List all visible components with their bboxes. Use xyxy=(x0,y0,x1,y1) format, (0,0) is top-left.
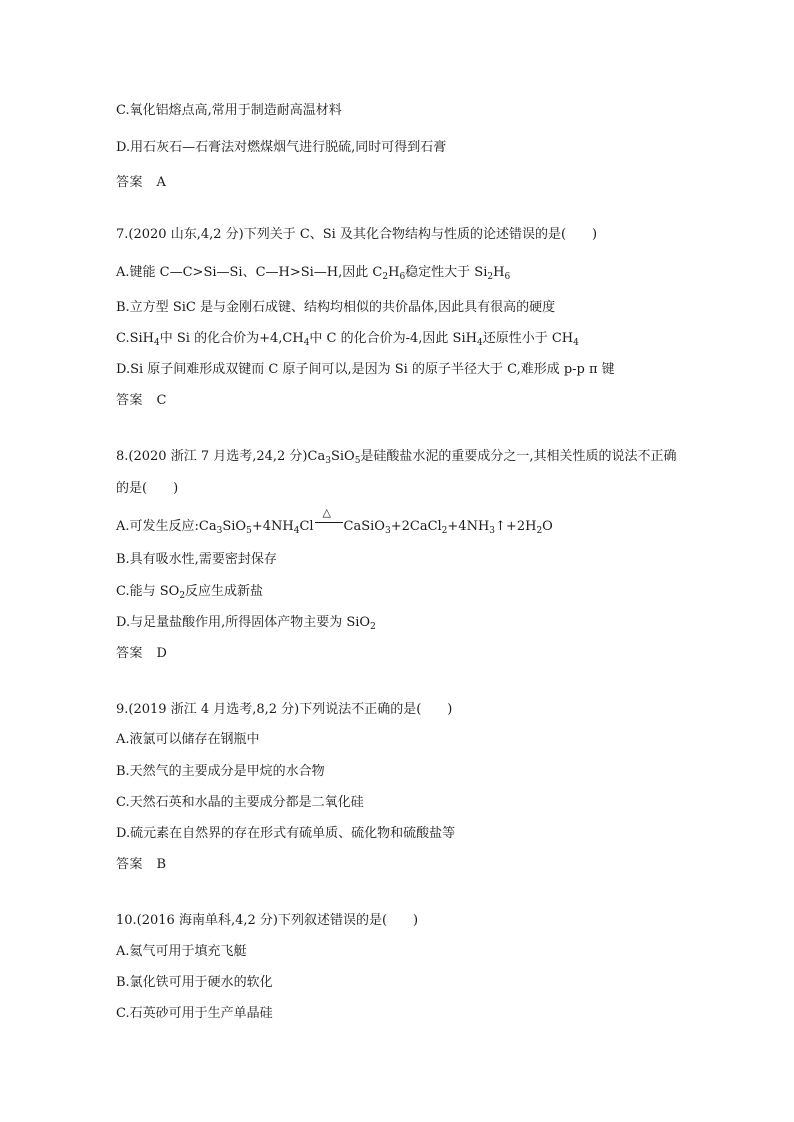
q10-option-c: C.石英砂可用于生产单晶硅 xyxy=(116,1006,273,1021)
q9-option-d: D.硫元素在自然界的存在形式有硫单质、硫化物和硫酸盐等 xyxy=(116,826,456,841)
q8-answer: 答案 D xyxy=(116,646,168,661)
q6-option-c: C.氧化铝熔点高,常用于制造耐高温材料 xyxy=(116,103,342,118)
q8-option-b: B.具有吸水性,需要密封保存 xyxy=(116,552,277,567)
q10-option-a: A.氦气可用于填充飞艇 xyxy=(116,944,247,959)
q7-option-c: C.SiH$_4$中 Si 的化合价为$+4,CH_4$中 C 的化合价为-4,因此 SiH$_4$还原性小于 $CH_4$ xyxy=(116,331,579,348)
q7-stem: 7.(2020 山东,4,2 分)下列关于 C、Si 及其化合物结构与性质的论述错误的是( ) xyxy=(116,227,598,242)
heat-symbol: △ xyxy=(322,506,332,519)
q8-stem-line2: 的是( ) xyxy=(116,481,179,496)
q9-stem: 9.(2019 浙江 4 月选考,8,2 分)下列说法不正确的是( ) xyxy=(116,702,453,717)
q7-answer: 答案 C xyxy=(116,393,167,408)
q9-option-c: C.天然石英和水晶的主要成分都是二氧化硅 xyxy=(116,795,364,810)
q7-option-a: A.键能 C—C>Si—Si、C—H>Si—H,因此 $C_2H_6$稳定性大于 $Si_2H_6$ xyxy=(116,265,511,282)
q6-option-d: D.用石灰石—石膏法对燃煤烟气进行脱硫,同时可得到石膏 xyxy=(116,140,447,155)
q10-option-b: B.氯化铁可用于硬水的软化 xyxy=(116,975,273,990)
q7-option-d: D.Si 原子间难形成双键而 C 原子间可以,是因为 Si 的原子半径大于 C,难形成 p-p π 键 xyxy=(116,362,615,377)
q10-stem: 10.(2016 海南单科,4,2 分)下列叙述错误的是( ) xyxy=(116,913,419,928)
q8-option-c: C.能与 $SO_2$反应生成新盐 xyxy=(116,584,264,601)
q9-option-b: B.天然气的主要成分是甲烷的水合物 xyxy=(116,764,325,779)
q8-option-d: D.与足量盐酸作用,所得固体产物主要为 SiO$_2$ xyxy=(116,615,376,632)
q8-stem: 8.(2020 浙江 7 月选考,24,2 分)$Ca_3SiO_5$是硅酸盐水泥的重要成分之一,其相关性质的说法不正确 xyxy=(116,449,677,466)
reaction-condition-arrow xyxy=(314,506,344,536)
q7-option-b: B.立方型 SiC 是与金刚石成键、结构均相似的共价晶体,因此具有很高的硬度 xyxy=(116,300,556,315)
q6-answer: 答案 A xyxy=(116,175,167,190)
q8-option-a: A.可发生反应$:Ca_3SiO_5+4NH_4Cl$ △ $CaSiO_3+2CaCl_2+4NH_3↑+2H_2O$ xyxy=(116,506,553,536)
q9-option-a: A.液氯可以储存在钢瓶中 xyxy=(116,732,260,747)
q9-answer: 答案 B xyxy=(116,857,167,872)
